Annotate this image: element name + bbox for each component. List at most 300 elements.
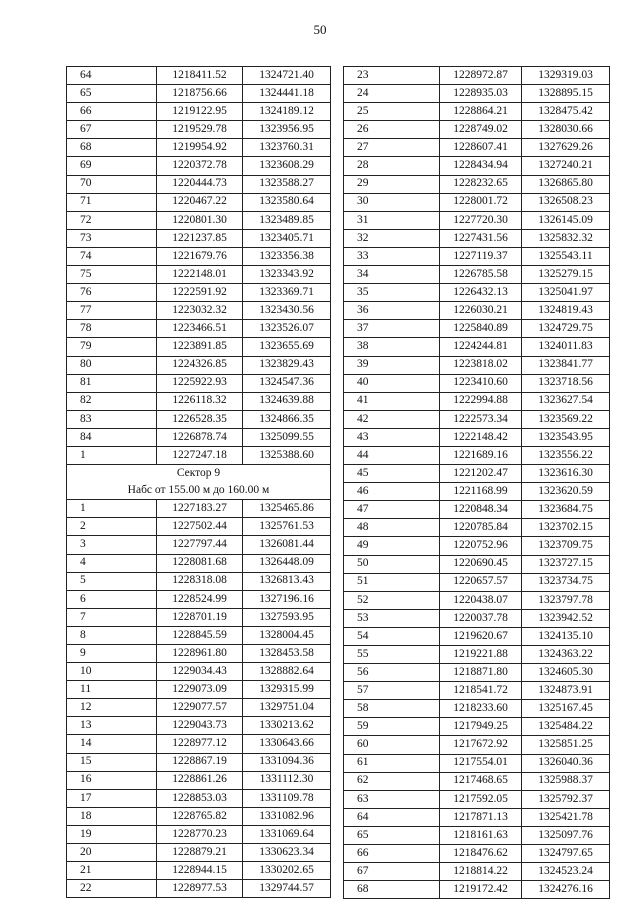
- point-number: 79: [67, 338, 157, 356]
- coord-x: 1222994.88: [440, 392, 522, 410]
- coord-y: 1329744.57: [243, 880, 331, 898]
- point-number: 47: [344, 501, 440, 519]
- table-row: [67, 608, 331, 626]
- coord-x: 1223891.85: [157, 338, 243, 356]
- coord-x: 1228232.65: [440, 175, 522, 193]
- table-row: [67, 85, 331, 103]
- point-number: 65: [344, 826, 440, 844]
- coord-y: 1331112.30: [243, 771, 331, 789]
- coord-y: 1323430.56: [243, 302, 331, 320]
- coord-x: 1218411.52: [157, 67, 243, 85]
- point-number: 43: [344, 428, 440, 446]
- coord-y: 1324866.35: [243, 410, 331, 428]
- coordinates-table-left: [66, 66, 331, 898]
- point-number: 13: [67, 717, 157, 735]
- point-number: 54: [344, 627, 440, 645]
- coord-x: 1217949.25: [440, 718, 522, 736]
- point-number: 64: [67, 67, 157, 85]
- coord-y: 1331094.36: [243, 753, 331, 771]
- coord-x: 1218161.63: [440, 826, 522, 844]
- coord-x: 1220801.30: [157, 211, 243, 229]
- coord-y: 1326081.44: [243, 536, 331, 554]
- table-row: [344, 881, 610, 899]
- coord-y: 1325465.86: [243, 500, 331, 518]
- table-row: [344, 193, 610, 211]
- coord-y: 1325388.60: [243, 446, 331, 464]
- point-number: 83: [67, 410, 157, 428]
- table-row: [67, 771, 331, 789]
- coord-y: 1330202.65: [243, 862, 331, 880]
- point-number: 44: [344, 446, 440, 464]
- point-number: 52: [344, 591, 440, 609]
- point-number: 35: [344, 284, 440, 302]
- table-row: [344, 392, 610, 410]
- point-number: 76: [67, 284, 157, 302]
- coord-x: 1227431.56: [440, 229, 522, 247]
- table-row: [67, 753, 331, 771]
- coord-y: 1330643.66: [243, 735, 331, 753]
- coordinates-table-right: [343, 66, 610, 899]
- coord-y: 1324363.22: [522, 646, 610, 664]
- coord-x: 1219221.88: [440, 646, 522, 664]
- table-row: [344, 85, 610, 103]
- table-row: [67, 302, 331, 320]
- coord-y: 1325851.25: [522, 736, 610, 754]
- coord-x: 1217468.65: [440, 772, 522, 790]
- coord-x: 1229073.09: [157, 681, 243, 699]
- point-number: 31: [344, 211, 440, 229]
- coord-y: 1324873.91: [522, 682, 610, 700]
- point-number: 11: [67, 681, 157, 699]
- coord-y: 1328882.64: [243, 663, 331, 681]
- coord-y: 1328475.42: [522, 103, 610, 121]
- table-row: [67, 157, 331, 175]
- coord-x: 1222148.01: [157, 266, 243, 284]
- table-row: [67, 717, 331, 735]
- coord-x: 1228524.99: [157, 590, 243, 608]
- point-number: 18: [67, 807, 157, 825]
- coord-x: 1228607.41: [440, 139, 522, 157]
- coord-x: 1228845.59: [157, 626, 243, 644]
- point-number: 62: [344, 772, 440, 790]
- coord-y: 1324441.18: [243, 85, 331, 103]
- coord-y: 1323580.64: [243, 193, 331, 211]
- table-row: [67, 428, 331, 446]
- point-number: 40: [344, 374, 440, 392]
- coord-y: 1327196.16: [243, 590, 331, 608]
- coord-x: 1229034.43: [157, 663, 243, 681]
- table-row: [67, 844, 331, 862]
- point-number: 59: [344, 718, 440, 736]
- point-number: 12: [67, 699, 157, 717]
- coord-y: 1323797.78: [522, 591, 610, 609]
- table-row: [344, 790, 610, 808]
- coord-y: 1325792.37: [522, 790, 610, 808]
- point-number: 14: [67, 735, 157, 753]
- coord-y: 1323727.15: [522, 555, 610, 573]
- coord-y: 1324135.10: [522, 627, 610, 645]
- point-number: 48: [344, 519, 440, 537]
- coord-y: 1325099.55: [243, 428, 331, 446]
- table-row: [344, 103, 610, 121]
- table-row: [344, 211, 610, 229]
- coord-x: 1228765.82: [157, 807, 243, 825]
- coord-y: 1324011.83: [522, 338, 610, 356]
- point-number: 60: [344, 736, 440, 754]
- coord-y: 1325543.11: [522, 247, 610, 265]
- point-number: 74: [67, 247, 157, 265]
- coord-y: 1326040.36: [522, 754, 610, 772]
- point-number: 24: [344, 85, 440, 103]
- coord-x: 1218541.72: [440, 682, 522, 700]
- table-row: [67, 807, 331, 825]
- coord-y: 1324547.36: [243, 374, 331, 392]
- table-row: [344, 410, 610, 428]
- table-row: [67, 392, 331, 410]
- coord-x: 1220372.78: [157, 157, 243, 175]
- point-number: 66: [67, 103, 157, 121]
- table-row: [344, 374, 610, 392]
- coord-x: 1228944.15: [157, 862, 243, 880]
- point-number: 80: [67, 356, 157, 374]
- coord-y: 1325421.78: [522, 808, 610, 826]
- coord-y: 1330623.34: [243, 844, 331, 862]
- coord-x: 1225922.93: [157, 374, 243, 392]
- table-row: [344, 826, 610, 844]
- coord-x: 1219529.78: [157, 121, 243, 139]
- table-row: [344, 682, 610, 700]
- coord-y: 1328453.58: [243, 645, 331, 663]
- point-number: 37: [344, 320, 440, 338]
- coord-y: 1330213.62: [243, 717, 331, 735]
- coord-x: 1221689.16: [440, 446, 522, 464]
- table-row: [67, 247, 331, 265]
- coord-x: 1227720.30: [440, 211, 522, 229]
- coord-y: 1325279.15: [522, 266, 610, 284]
- coord-y: 1323356.38: [243, 247, 331, 265]
- coord-x: 1222573.34: [440, 410, 522, 428]
- point-number: 3: [67, 536, 157, 554]
- point-number: 27: [344, 139, 440, 157]
- coord-x: 1228972.87: [440, 67, 522, 85]
- point-number: 6: [67, 590, 157, 608]
- coord-x: 1220690.45: [440, 555, 522, 573]
- table-row: [344, 754, 610, 772]
- table-row: [344, 627, 610, 645]
- point-number: 19: [67, 825, 157, 843]
- sector-title: Сектор 9: [67, 465, 331, 483]
- coord-y: 1324729.75: [522, 320, 610, 338]
- table-row: [344, 446, 610, 464]
- coord-x: 1220467.22: [157, 193, 243, 211]
- table-row: [344, 845, 610, 863]
- coord-y: 1323588.27: [243, 175, 331, 193]
- point-number: 53: [344, 609, 440, 627]
- table-row: [344, 519, 610, 537]
- point-number: 9: [67, 645, 157, 663]
- coord-x: 1221202.47: [440, 465, 522, 483]
- coord-y: 1331069.64: [243, 825, 331, 843]
- coord-y: 1324721.40: [243, 67, 331, 85]
- table-row: [344, 67, 610, 85]
- coord-x: 1220785.84: [440, 519, 522, 537]
- coord-x: 1228861.26: [157, 771, 243, 789]
- coord-x: 1222148.42: [440, 428, 522, 446]
- coord-x: 1226878.74: [157, 428, 243, 446]
- coord-x: 1226432.13: [440, 284, 522, 302]
- coord-x: 1227797.44: [157, 536, 243, 554]
- table-row: [344, 229, 610, 247]
- coord-x: 1227183.27: [157, 500, 243, 518]
- table-row: [344, 247, 610, 265]
- table-row: [67, 211, 331, 229]
- coord-x: 1228001.72: [440, 193, 522, 211]
- coord-y: 1326508.23: [522, 193, 610, 211]
- point-number: 78: [67, 320, 157, 338]
- table-row: [67, 356, 331, 374]
- point-number: 22: [67, 880, 157, 898]
- point-number: 69: [67, 157, 157, 175]
- table-row: [67, 410, 331, 428]
- coord-x: 1218756.66: [157, 85, 243, 103]
- table-row: [67, 536, 331, 554]
- coord-y: 1327593.95: [243, 608, 331, 626]
- table-row: [344, 609, 610, 627]
- point-number: 28: [344, 157, 440, 175]
- sector-range: Набс от 155.00 м до 160.00 м: [67, 482, 331, 500]
- coord-x: 1217871.13: [440, 808, 522, 826]
- table-row: [67, 663, 331, 681]
- point-number: 67: [67, 121, 157, 139]
- coord-x: 1228977.12: [157, 735, 243, 753]
- coord-x: 1220444.73: [157, 175, 243, 193]
- table-row: [67, 266, 331, 284]
- coord-x: 1226528.35: [157, 410, 243, 428]
- coord-y: 1323569.22: [522, 410, 610, 428]
- coord-x: 1223818.02: [440, 356, 522, 374]
- coord-x: 1219954.92: [157, 139, 243, 157]
- table-row: [67, 193, 331, 211]
- coord-x: 1227119.37: [440, 247, 522, 265]
- table-row: [67, 789, 331, 807]
- point-number: 26: [344, 121, 440, 139]
- table-row: [67, 446, 331, 464]
- coord-x: 1228701.19: [157, 608, 243, 626]
- coord-y: 1325832.32: [522, 229, 610, 247]
- point-number: 39: [344, 356, 440, 374]
- point-number: 70: [67, 175, 157, 193]
- point-number: 33: [344, 247, 440, 265]
- coord-x: 1226030.21: [440, 302, 522, 320]
- table-row: [344, 465, 610, 483]
- coord-y: 1329751.04: [243, 699, 331, 717]
- coord-y: 1323620.59: [522, 483, 610, 501]
- point-number: 42: [344, 410, 440, 428]
- coord-y: 1324639.88: [243, 392, 331, 410]
- coord-x: 1228853.03: [157, 789, 243, 807]
- point-number: 36: [344, 302, 440, 320]
- coord-x: 1217554.01: [440, 754, 522, 772]
- coord-y: 1323702.15: [522, 519, 610, 537]
- table-row: [344, 537, 610, 555]
- table-row: [344, 736, 610, 754]
- coord-y: 1329319.03: [522, 67, 610, 85]
- point-number: 46: [344, 483, 440, 501]
- coord-y: 1324523.24: [522, 863, 610, 881]
- coord-y: 1326448.09: [243, 554, 331, 572]
- table-row: [344, 338, 610, 356]
- coord-x: 1228867.19: [157, 753, 243, 771]
- table-row: [67, 175, 331, 193]
- point-number: 25: [344, 103, 440, 121]
- point-number: 84: [67, 428, 157, 446]
- coord-y: 1323956.95: [243, 121, 331, 139]
- table-row: [67, 645, 331, 663]
- table-row: [344, 555, 610, 573]
- point-number: 81: [67, 374, 157, 392]
- table-row: [67, 572, 331, 590]
- coord-x: 1223032.32: [157, 302, 243, 320]
- point-number: 61: [344, 754, 440, 772]
- coord-x: 1222591.92: [157, 284, 243, 302]
- table-row: [344, 501, 610, 519]
- coord-y: 1323942.52: [522, 609, 610, 627]
- table-row: [344, 700, 610, 718]
- coord-y: 1331109.78: [243, 789, 331, 807]
- point-number: 30: [344, 193, 440, 211]
- table-row: [67, 320, 331, 338]
- table-row: [67, 338, 331, 356]
- coord-x: 1228770.23: [157, 825, 243, 843]
- table-row: [344, 266, 610, 284]
- coord-y: 1324276.16: [522, 881, 610, 899]
- table-row: [67, 554, 331, 572]
- table-row: [67, 518, 331, 536]
- coord-y: 1328004.45: [243, 626, 331, 644]
- point-number: 66: [344, 845, 440, 863]
- coord-x: 1228864.21: [440, 103, 522, 121]
- coord-x: 1228961.80: [157, 645, 243, 663]
- table-row: [67, 880, 331, 898]
- point-number: 56: [344, 664, 440, 682]
- table-row: [344, 139, 610, 157]
- point-number: 38: [344, 338, 440, 356]
- coord-x: 1219620.67: [440, 627, 522, 645]
- point-number: 34: [344, 266, 440, 284]
- table-row: [67, 103, 331, 121]
- point-number: 15: [67, 753, 157, 771]
- coord-y: 1323489.85: [243, 211, 331, 229]
- table-row: [344, 284, 610, 302]
- table-row: [67, 862, 331, 880]
- coord-x: 1228081.68: [157, 554, 243, 572]
- coord-x: 1227502.44: [157, 518, 243, 536]
- coord-y: 1325761.53: [243, 518, 331, 536]
- coord-y: 1323616.30: [522, 465, 610, 483]
- point-number: 73: [67, 229, 157, 247]
- table-row: [67, 735, 331, 753]
- point-number: 67: [344, 863, 440, 881]
- coord-y: 1323684.75: [522, 501, 610, 519]
- coord-x: 1218476.62: [440, 845, 522, 863]
- coord-x: 1228318.08: [157, 572, 243, 590]
- point-number: 4: [67, 554, 157, 572]
- coord-y: 1323369.71: [243, 284, 331, 302]
- coord-x: 1220848.34: [440, 501, 522, 519]
- coord-y: 1324605.30: [522, 664, 610, 682]
- coord-x: 1223410.60: [440, 374, 522, 392]
- table-row: [67, 825, 331, 843]
- coord-x: 1217592.05: [440, 790, 522, 808]
- table-row: [67, 284, 331, 302]
- coord-y: 1323608.29: [243, 157, 331, 175]
- coord-y: 1323556.22: [522, 446, 610, 464]
- coord-y: 1328895.15: [522, 85, 610, 103]
- point-number: 68: [67, 139, 157, 157]
- sector-range-row: [67, 482, 331, 500]
- coord-y: 1325484.22: [522, 718, 610, 736]
- coord-x: 1225840.89: [440, 320, 522, 338]
- coord-y: 1323734.75: [522, 573, 610, 591]
- table-row: [67, 374, 331, 392]
- table-row: [344, 483, 610, 501]
- table-row: [344, 121, 610, 139]
- coord-x: 1220037.78: [440, 609, 522, 627]
- point-number: 8: [67, 626, 157, 644]
- coord-x: 1220438.07: [440, 591, 522, 609]
- coord-x: 1224244.81: [440, 338, 522, 356]
- point-number: 16: [67, 771, 157, 789]
- coord-y: 1323543.95: [522, 428, 610, 446]
- coord-y: 1326145.09: [522, 211, 610, 229]
- point-number: 17: [67, 789, 157, 807]
- coord-y: 1324797.65: [522, 845, 610, 863]
- table-row: [344, 591, 610, 609]
- table-row: [67, 139, 331, 157]
- table-row: [67, 229, 331, 247]
- point-number: 55: [344, 646, 440, 664]
- left-table-block2: [67, 500, 331, 898]
- table-row: [344, 808, 610, 826]
- coord-x: 1218871.80: [440, 664, 522, 682]
- coord-x: 1228434.94: [440, 157, 522, 175]
- point-number: 29: [344, 175, 440, 193]
- coord-x: 1226785.58: [440, 266, 522, 284]
- table-row: [67, 590, 331, 608]
- coord-x: 1217672.92: [440, 736, 522, 754]
- table-row: [344, 428, 610, 446]
- table-row: [344, 664, 610, 682]
- point-number: 32: [344, 229, 440, 247]
- table-row: [344, 320, 610, 338]
- table-row: [67, 67, 331, 85]
- point-number: 68: [344, 881, 440, 899]
- point-number: 10: [67, 663, 157, 681]
- point-number: 82: [67, 392, 157, 410]
- coord-y: 1323760.31: [243, 139, 331, 157]
- coord-y: 1325097.76: [522, 826, 610, 844]
- coord-y: 1324189.12: [243, 103, 331, 121]
- point-number: 75: [67, 266, 157, 284]
- coord-x: 1228935.03: [440, 85, 522, 103]
- point-number: 2: [67, 518, 157, 536]
- coord-y: 1329315.99: [243, 681, 331, 699]
- coord-y: 1327240.21: [522, 157, 610, 175]
- sector-header: [67, 465, 331, 500]
- coord-x: 1219122.95: [157, 103, 243, 121]
- point-number: 64: [344, 808, 440, 826]
- point-number: 1: [67, 446, 157, 464]
